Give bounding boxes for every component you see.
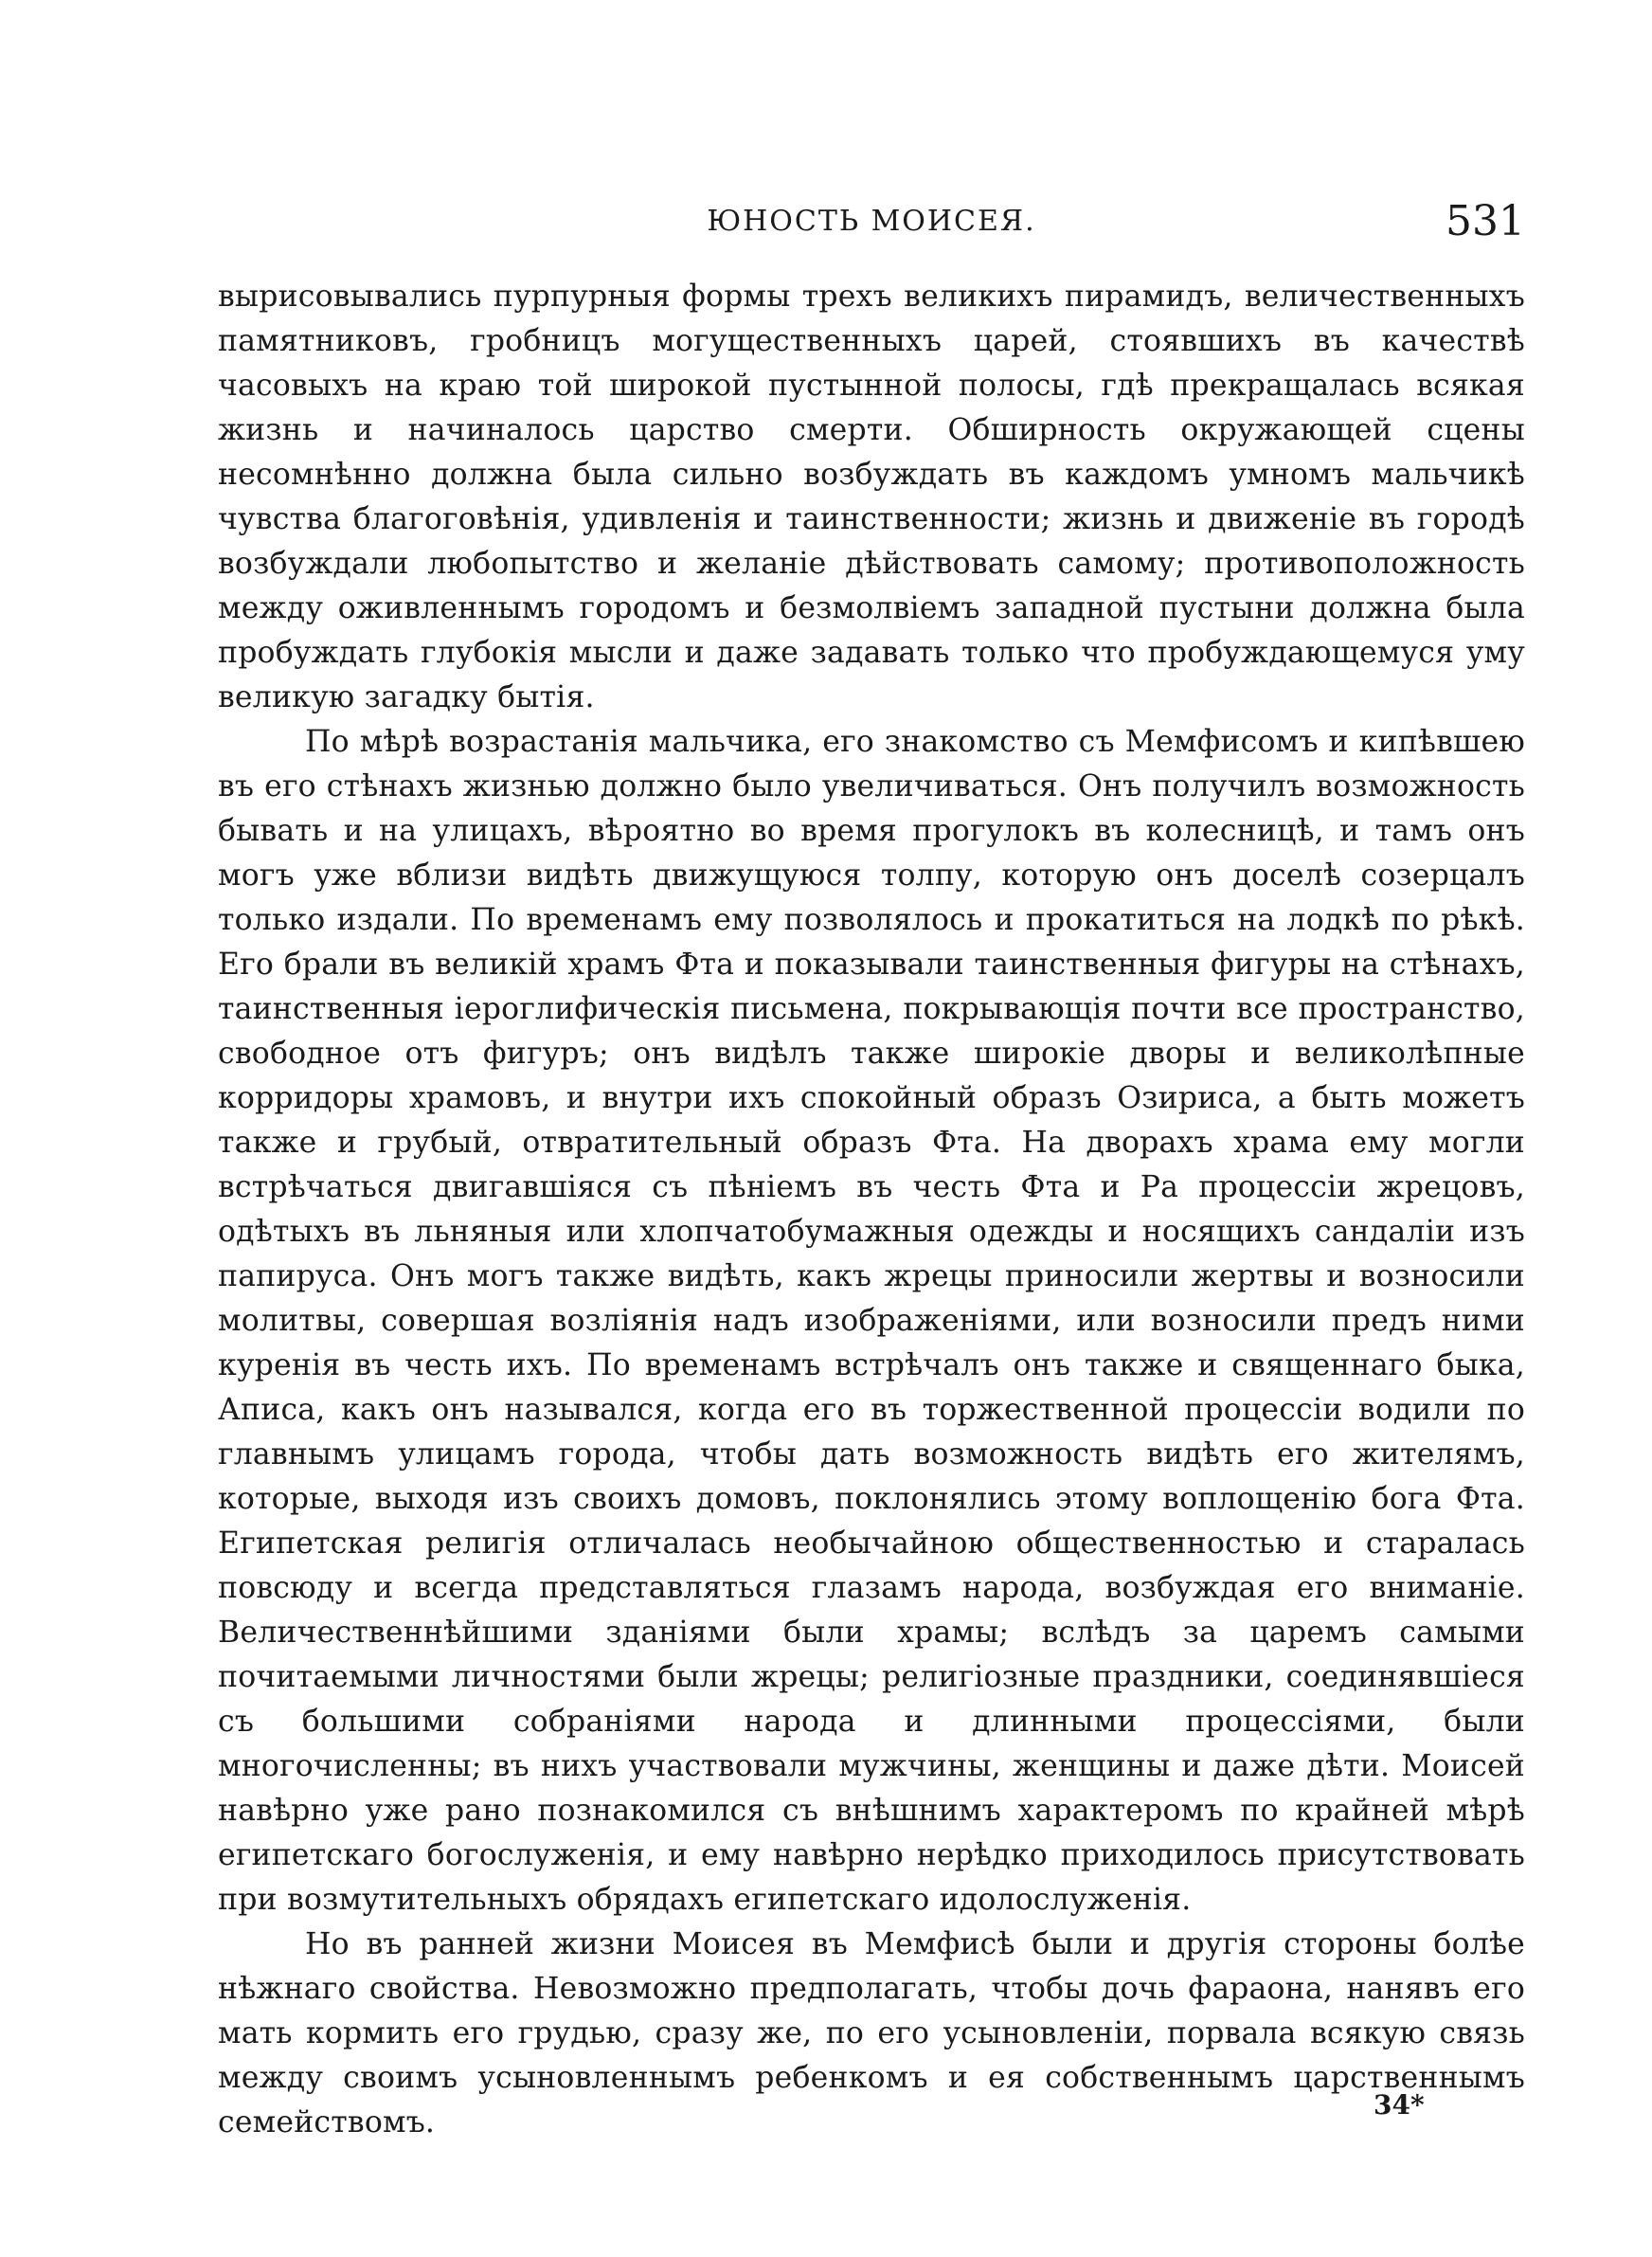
running-title: ЮНОСТЬ МОИСЕЯ. [707,205,1036,238]
paragraph-continued-next-page: Но въ ранней жизни Моисея въ Мемфисѣ были и другія стороны болѣе нѣжнаго свойства. Невозможно предполагать, чтобы дочь фараона, нанявъ его мать кормить его грудью, сразу же, по его усыновленіи, порвала всякую связь между своимъ усыновленнымъ ребенкомъ и ея собственнымъ царственнымъ семействомъ. [218,1927,1525,2140]
running-head [218,197,1525,254]
body-text [218,275,1525,2145]
signature-mark: 34* [1374,2089,1425,2121]
paragraph-continuation: вырисовывались пурпурныя формы трехъ великихъ пирамидъ, величественныхъ памятниковъ, гробницъ могущественныхъ царей, стоявшихъ въ качествѣ часовыхъ на краю той широкой пустынной полосы, гдѣ прекращалась всякая жизнь и начиналось царство смерти. Обширность окружающей сцены несомнѣнно должна была сильно возбуждать въ каждомъ умномъ мальчикѣ чувства благоговѣнія, удивленія и таинственности; жизнь и движеніе въ городѣ возбуждали любопытство и желаніе дѣйствовать самому; противоположность между оживленнымъ городомъ и безмолвіемъ западной пустыни должна была пробуждать глубокія мысли и даже задавать только что пробуждающемуся уму великую загадку бытія. [218,280,1525,714]
page-number: 531 [1446,197,1525,245]
paragraph: По мѣрѣ возрастанія мальчика, его знакомство съ Мемфисомъ и кипѣвшею въ его стѣнахъ жизнью должно было увеличиваться. Онъ получилъ возможность бывать и на улицахъ, вѣроятно во время прогулокъ въ колесницѣ, и тамъ онъ могъ уже вблизи видѣть движущуюся толпу, которую онъ доселѣ созерцалъ только издали. По временамъ ему позволялось и прокатиться на лодкѣ по рѣкѣ. Его брали въ великій храмъ Фта и показывали таинственныя фигуры на стѣнахъ, таинственныя іероглифическія письмена, покрывающія почти все пространство, свободное отъ фигуръ; онъ видѣлъ также широкіе дворы и великолѣпные корридоры храмовъ, и внутри ихъ спокойный образъ Озириса, а быть можетъ также и грубый, отвратительный образъ Фта. На дворахъ храма ему могли встрѣчаться двигавшіяся съ пѣніемъ въ честь Фта и Ра процессіи жрецовъ, одѣтыхъ въ льняныя или хлопчатобумажныя одежды и носящихъ сандаліи изъ папируса. Онъ могъ также видѣть, какъ жрецы приносили жертвы и возносили молитвы, совершая возліянія надъ изображеніями, или возносили предъ ними куренія въ честь ихъ. По временамъ встрѣчалъ онъ также и священнаго быка, Аписа, какъ онъ назывался, когда его въ торжественной процессіи водили по главнымъ улицамъ города, чтобы дать возможность видѣть его жителямъ, которые, выходя изъ своихъ домовъ, поклонялись этому воплощенію бога Фта. Египетская религія отличалась необычайною общественностью и старалась повсюду и всегда представляться глазамъ народа, возбуждая его вниманіе. Величественнѣйшими зданіями были храмы; вслѣдъ за царемъ самыми почитаемыми личностями были жрецы; религіозные праздники, соединявшіеся съ большими собраніями народа и длинными процессіями, были многочисленны; въ нихъ участвовали мужчины, женщины и даже дѣти. Моисей навѣрно уже рано познакомился съ внѣшнимъ характеромъ по крайней мѣрѣ египетскаго богослуженія, и ему навѣрно нерѣдко приходилось присутствовать при возмутительныхъ обрядахъ египетскаго идолослуженія. [218,725,1525,1917]
